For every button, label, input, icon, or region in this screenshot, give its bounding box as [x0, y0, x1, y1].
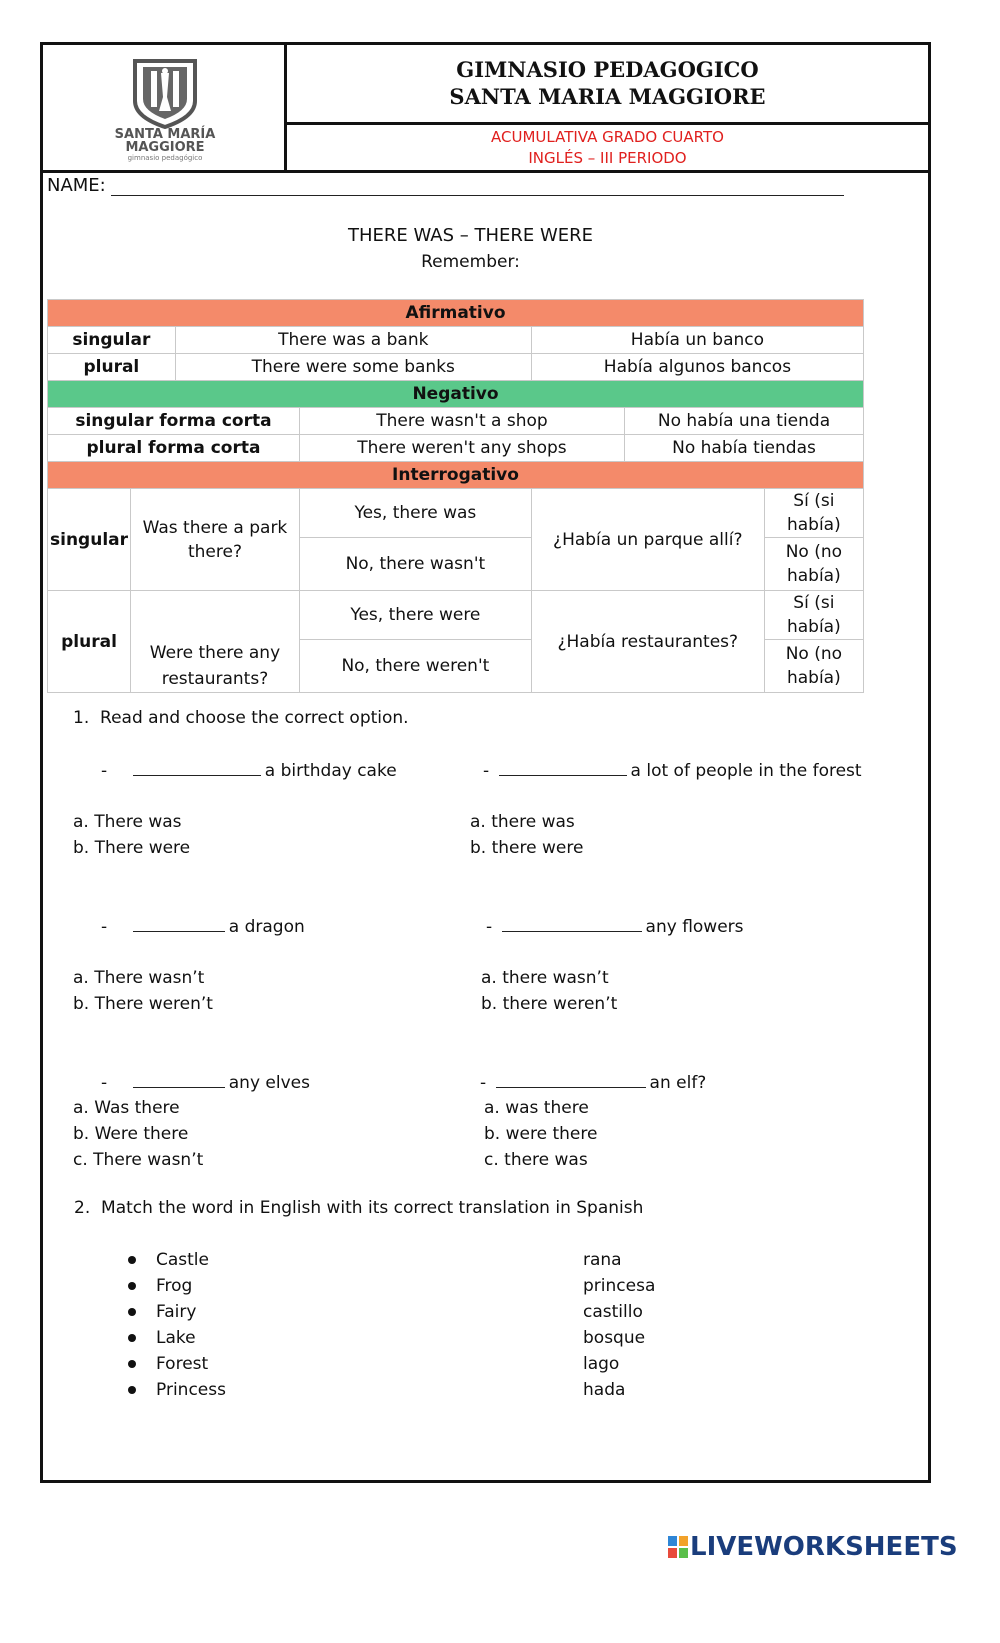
- name-row: [47, 175, 844, 196]
- answer-blank[interactable]: [499, 757, 627, 776]
- bullet-icon: [128, 1256, 136, 1264]
- question-item: - an elf?: [480, 1069, 706, 1096]
- option-list: [484, 1095, 597, 1173]
- english-word-list: [128, 1247, 226, 1403]
- spanish-no: No (no había): [764, 640, 863, 693]
- row-label: singular: [48, 489, 131, 591]
- school-shield-icon: [131, 57, 199, 129]
- list-item[interactable]: princesa: [583, 1276, 656, 1296]
- option-list: [470, 809, 583, 861]
- liveworksheets-logo: LIVEWORKSHEETS: [668, 1532, 958, 1562]
- option[interactable]: c. There wasn’t: [73, 1150, 204, 1170]
- bullet-icon: [128, 1334, 136, 1342]
- negativo-header: Negativo: [48, 381, 864, 408]
- logo-text: SANTA MARÍA MAGGIORE: [114, 127, 216, 155]
- option-list: [73, 809, 190, 861]
- spanish-question: ¿Había restaurantes?: [531, 591, 764, 693]
- spanish-word-list: [583, 1247, 655, 1403]
- spanish-no: No (no había): [764, 538, 863, 591]
- spanish-question: ¿Había un parque allí?: [531, 489, 764, 591]
- exercise-1-instruction: 1. Read and choose the correct option.: [73, 708, 409, 728]
- row-label: singular forma corta: [48, 408, 300, 435]
- english-question: Were there any restaurants?: [131, 591, 300, 693]
- option[interactable]: b. there weren’t: [481, 994, 618, 1014]
- afirmativo-header: Afirmativo: [48, 300, 864, 327]
- spanish-example: Había algunos bancos: [531, 354, 863, 381]
- bullet-icon: [128, 1308, 136, 1316]
- answer-blank[interactable]: [502, 913, 642, 932]
- no-answer: No, there weren't: [299, 640, 531, 693]
- yes-answer: Yes, there was: [299, 489, 531, 538]
- row-label: plural: [48, 591, 131, 693]
- bullet-icon: [128, 1360, 136, 1368]
- option[interactable]: a. was there: [484, 1098, 589, 1118]
- row-label: plural forma corta: [48, 435, 300, 462]
- option[interactable]: a. There was: [73, 812, 182, 832]
- option[interactable]: b. There weren’t: [73, 994, 213, 1014]
- option[interactable]: a. there was: [470, 812, 575, 832]
- list-item[interactable]: Fairy: [128, 1299, 226, 1325]
- list-item[interactable]: Forest: [128, 1351, 226, 1377]
- list-item[interactable]: castillo: [583, 1302, 643, 1322]
- logo-box: [43, 45, 287, 173]
- interrogativo-header: Interrogativo: [48, 462, 864, 489]
- option[interactable]: b. there were: [470, 838, 584, 858]
- list-item[interactable]: Castle: [128, 1247, 226, 1273]
- page-title: THERE WAS – THERE WERE: [347, 225, 594, 246]
- option-list: [73, 965, 213, 1017]
- list-item[interactable]: lago: [583, 1354, 620, 1374]
- name-label: NAME:: [47, 175, 106, 196]
- list-item[interactable]: hada: [583, 1380, 626, 1400]
- exercise-2-instruction: 2. Match the word in English with its correct translation in Spanish: [74, 1198, 644, 1218]
- logo-subtext: gimnasio pedagógico: [127, 154, 203, 162]
- exam-title: ACUMULATIVA GRADO CUARTO INGLÉS – III PERIODO: [287, 125, 928, 173]
- list-item[interactable]: bosque: [583, 1328, 646, 1348]
- list-item[interactable]: Lake: [128, 1325, 226, 1351]
- option[interactable]: a. Was there: [73, 1098, 180, 1118]
- option-list: [481, 965, 617, 1017]
- bullet-icon: [128, 1386, 136, 1394]
- question-item: - a dragon: [101, 913, 305, 940]
- name-field[interactable]: [111, 177, 844, 196]
- row-label: singular: [48, 327, 176, 354]
- english-example: There weren't any shops: [299, 435, 624, 462]
- option[interactable]: b. There were: [73, 838, 191, 858]
- english-question: Was there a park there?: [131, 489, 300, 591]
- answer-blank[interactable]: [133, 1069, 225, 1088]
- liveworksheets-icon: [668, 1536, 688, 1558]
- option[interactable]: b. Were there: [73, 1124, 189, 1144]
- question-item: - any elves: [101, 1069, 310, 1096]
- question-item: - a lot of people in the forest: [483, 757, 862, 784]
- remember-label: Remember:: [421, 252, 520, 272]
- grammar-table: [47, 299, 864, 693]
- school-name: GIMNASIO PEDAGOGICO SANTA MARIA MAGGIORE: [287, 45, 928, 125]
- spanish-yes: Sí (si había): [764, 489, 863, 538]
- option[interactable]: a. there wasn’t: [481, 968, 609, 988]
- option[interactable]: a. There wasn’t: [73, 968, 205, 988]
- question-item: - a birthday cake: [101, 757, 397, 784]
- list-item[interactable]: Princess: [128, 1377, 226, 1403]
- no-answer: No, there wasn't: [299, 538, 531, 591]
- spanish-example: Había un banco: [531, 327, 863, 354]
- worksheet: [40, 42, 931, 1483]
- option[interactable]: c. there was: [484, 1150, 588, 1170]
- spanish-example: No había tiendas: [624, 435, 863, 462]
- bullet-icon: [128, 1282, 136, 1290]
- english-example: There were some banks: [175, 354, 531, 381]
- answer-blank[interactable]: [133, 757, 261, 776]
- list-item[interactable]: rana: [583, 1250, 622, 1270]
- answer-blank[interactable]: [133, 913, 225, 932]
- row-label: plural: [48, 354, 176, 381]
- spanish-example: No había una tienda: [624, 408, 863, 435]
- answer-blank[interactable]: [496, 1069, 646, 1088]
- option-list: [73, 1095, 203, 1173]
- yes-answer: Yes, there were: [299, 591, 531, 640]
- spanish-yes: Sí (si había): [764, 591, 863, 640]
- question-item: - any flowers: [486, 913, 744, 940]
- english-example: There was a bank: [175, 327, 531, 354]
- list-item[interactable]: Frog: [128, 1273, 226, 1299]
- english-example: There wasn't a shop: [299, 408, 624, 435]
- option[interactable]: b. were there: [484, 1124, 598, 1144]
